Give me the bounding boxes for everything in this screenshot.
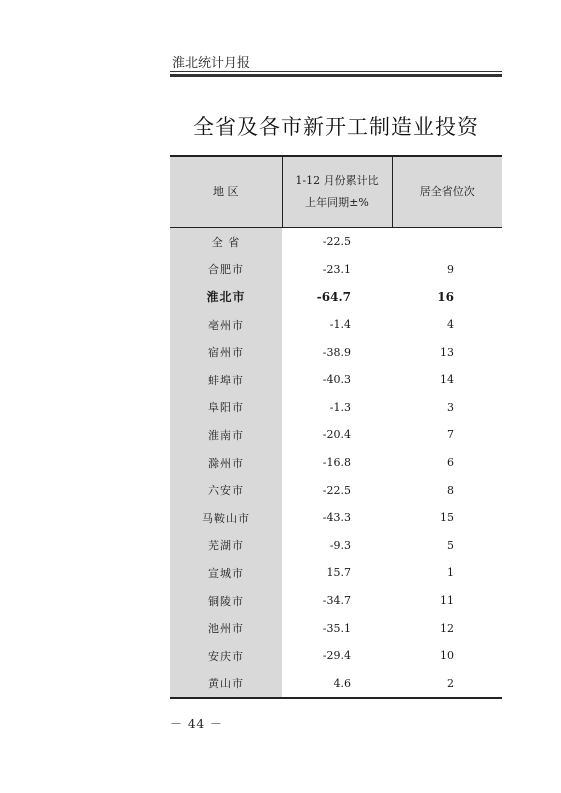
table-row	[170, 228, 502, 256]
growth-value-cell: -22.5	[322, 235, 351, 249]
table-header-row	[170, 156, 502, 228]
growth-value-cell: -35.1	[322, 621, 351, 635]
rank-cell: 15	[440, 511, 454, 525]
table-row	[170, 256, 502, 284]
column-header-region: 地 区	[170, 156, 282, 228]
rank-cell: 2	[392, 670, 502, 699]
growth-value-cell: -20.4	[322, 428, 351, 442]
rank-cell: 13	[440, 345, 454, 359]
region-cell: 蚌埠市	[170, 366, 282, 394]
table-row	[170, 587, 502, 615]
header-rule-thin	[170, 71, 502, 72]
growth-value-cell: -22.5	[322, 483, 351, 497]
table-row	[170, 532, 502, 560]
column-header-growth	[282, 156, 392, 228]
column-header-growth-line1: 1-12 月份累计比	[295, 174, 379, 187]
region-cell: 黄山市	[170, 670, 282, 699]
region-cell: 淮北市	[170, 283, 282, 311]
region-cell: 阜阳市	[170, 394, 282, 422]
table-row	[170, 670, 502, 699]
region-cell: 宿州市	[170, 338, 282, 366]
region-cell: 池州市	[170, 614, 282, 642]
table-row	[170, 311, 502, 339]
table-row	[170, 394, 502, 422]
rank-cell: 14	[440, 373, 454, 387]
growth-value-cell: 4.6	[282, 670, 392, 699]
table-row	[170, 449, 502, 477]
growth-value-cell: -1.4	[329, 318, 351, 332]
growth-value-cell: -1.3	[329, 400, 351, 414]
growth-value-cell: -40.3	[322, 373, 351, 387]
rank-cell: 16	[437, 289, 454, 304]
region-cell: 亳州市	[170, 311, 282, 339]
rank-cell: 11	[440, 594, 454, 608]
investment-table-container	[170, 155, 502, 699]
rank-cell: 6	[447, 456, 454, 470]
region-cell: 马鞍山市	[170, 504, 282, 532]
rank-cell: 3	[447, 400, 454, 414]
rank-cell: 1	[447, 566, 454, 580]
table-row	[170, 614, 502, 642]
growth-value-cell: 15.7	[326, 566, 351, 580]
growth-value-cell: -23.1	[322, 262, 351, 276]
investment-table	[170, 155, 502, 699]
rank-cell: 12	[440, 621, 454, 635]
table-row	[170, 421, 502, 449]
region-cell: 芜湖市	[170, 532, 282, 560]
rank-cell	[392, 228, 502, 256]
table-row	[170, 559, 502, 587]
region-cell: 全 省	[170, 228, 282, 256]
region-cell: 铜陵市	[170, 587, 282, 615]
rank-cell: 10	[440, 649, 454, 663]
rank-cell: 5	[447, 538, 454, 552]
table-row	[170, 283, 502, 311]
page-number: － 44 －	[170, 717, 223, 731]
header-rule-thick	[170, 74, 502, 77]
region-cell: 宣城市	[170, 559, 282, 587]
growth-value-cell: -34.7	[322, 594, 351, 608]
region-cell: 六安市	[170, 476, 282, 504]
rank-cell: 4	[447, 318, 454, 332]
table-row	[170, 642, 502, 670]
rank-cell: 9	[447, 262, 454, 276]
region-cell: 淮南市	[170, 421, 282, 449]
growth-value-cell: -64.7	[316, 289, 351, 304]
growth-value-cell: -29.4	[322, 649, 351, 663]
rank-cell: 7	[447, 428, 454, 442]
region-cell: 合肥市	[170, 256, 282, 284]
column-header-growth-line2: 上年同期±%	[305, 196, 369, 209]
growth-value-cell: -16.8	[322, 456, 351, 470]
table-body	[170, 228, 502, 699]
growth-value-cell: -9.3	[329, 538, 351, 552]
column-header-rank: 居全省位次	[392, 156, 502, 228]
table-row	[170, 476, 502, 504]
region-cell: 安庆市	[170, 642, 282, 670]
report-header-title: 淮北统计月报	[172, 56, 251, 71]
growth-value-cell: -43.3	[322, 511, 351, 525]
table-row	[170, 366, 502, 394]
table-row	[170, 338, 502, 366]
page-title: 全省及各市新开工制造业投资	[193, 115, 479, 139]
rank-cell: 8	[447, 483, 454, 497]
table-row	[170, 504, 502, 532]
growth-value-cell: -38.9	[322, 345, 351, 359]
region-cell: 滁州市	[170, 449, 282, 477]
